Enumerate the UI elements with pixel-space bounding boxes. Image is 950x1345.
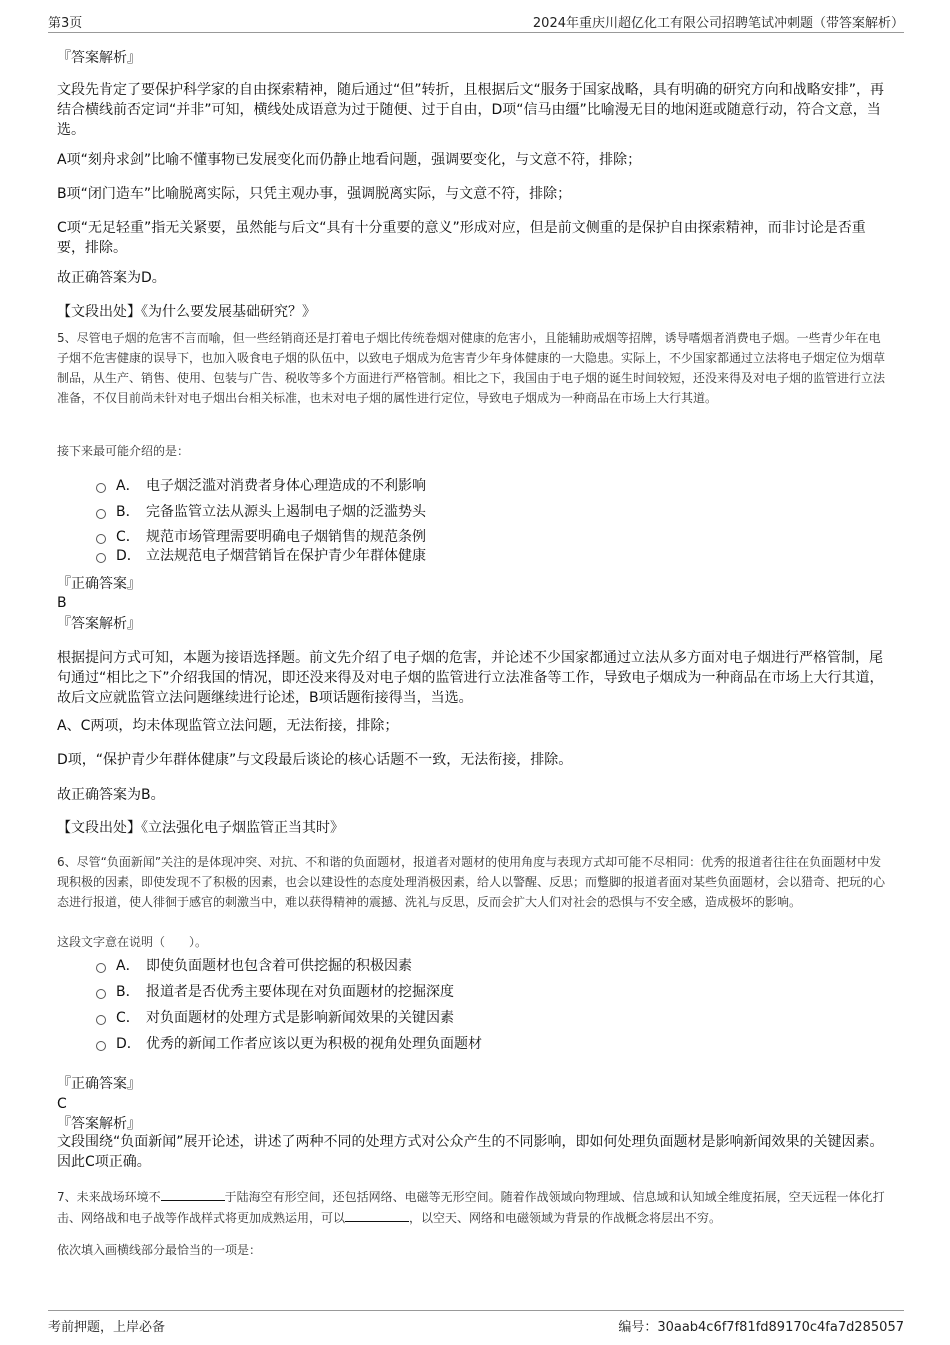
page-number: 第3页 (48, 16, 83, 31)
radio-icon[interactable] (96, 1015, 106, 1025)
q5-stem: 5、尽管电子烟的危害不言而喻，但一些经销商还是打着电子烟比传统卷烟对健康的危害小，且能辅助戒烟等招牌，诱导嗜烟者消费电子烟。一些青少年在电子烟不危害健康的误导下，也加入吸食电子烟的队伍中，以致电子烟成为危害青少年身体健康的一大隐患。实际上，不少国家都通过立法将电子烟定位为烟草制品，从生产、销售、使用、包装与广告、税收等多个方面进行严格管制。相比之下，我国由于电子烟的诞生时间较短，还没来得及对电子烟的监管进行立法准备，不仅目前尚未针对电子烟出台相关标准，也未对电子烟的属性进行定位，导致电子烟成为一种商品在市场上大行其道。 (57, 331, 886, 405)
q5-option-c[interactable]: C． 规范市场管理需要明确电子烟销售的规范条例 (96, 527, 426, 547)
radio-icon[interactable] (96, 483, 106, 493)
q6-analysis: 文段围绕“负面新闻”展开论述，讲述了两种不同的处理方式对公众产生的不同影响，即如何处理负面题材是影响新闻效果的关键因素。因此C项正确。 (57, 1134, 884, 1170)
q5-analysis-label: 『答案解析』 (57, 616, 141, 632)
fill-blank-2[interactable] (345, 1207, 409, 1222)
q6-option-d[interactable]: D． 优秀的新闻工作者应该以更为积极的视角处理负面题材 (96, 1034, 482, 1054)
radio-icon[interactable] (96, 534, 106, 544)
q4-analysis-a: A项“刻舟求剑”比喻不懂事物已发展变化而仍静止地看问题，强调要变化，与文意不符，排除； (57, 152, 642, 168)
q5-correct-label: 『正确答案』 (57, 576, 141, 592)
q4-source: 【文段出处】《为什么要发展基础研究？》 (57, 304, 316, 320)
q6-analysis-label: 『答案解析』 (57, 1116, 141, 1132)
q6-option-b[interactable]: B． 报道者是否优秀主要体现在对负面题材的挖掘深度 (96, 982, 454, 1002)
page-footer (48, 1310, 904, 1333)
q5-option-b[interactable]: B． 完备监管立法从源头上遏制电子烟的泛滥势头 (96, 502, 426, 522)
q5-correct-answer: B (57, 595, 67, 611)
q6-question: 这段文字意在说明（ ）。 (57, 935, 208, 949)
q7-question: 依次填入画横线部分最恰当的一项是： (57, 1243, 262, 1257)
q5-analysis-d: D项，“保护青少年群体健康”与文段最后谈论的核心话题不一致，无法衔接，排除。 (57, 752, 573, 768)
page-header (48, 10, 904, 33)
q4-final-answer: 故正确答案为D。 (57, 270, 166, 286)
radio-icon[interactable] (96, 963, 106, 973)
q6-option-a[interactable]: A． 即使负面题材也包含着可供挖掘的积极因素 (96, 956, 412, 976)
q6-correct-answer: C (57, 1096, 67, 1112)
footer-slogan: 考前押题，上岸必备 (48, 1320, 166, 1335)
fill-blank-1[interactable] (161, 1186, 225, 1201)
q6-correct-label: 『正确答案』 (57, 1076, 141, 1092)
radio-icon[interactable] (96, 989, 106, 999)
radio-icon[interactable] (96, 553, 106, 563)
q5-analysis-ac: A、C两项，均未体现监管立法问题，无法衔接，排除； (57, 718, 399, 734)
q6-option-c[interactable]: C． 对负面题材的处理方式是影响新闻效果的关键因素 (96, 1008, 454, 1028)
q5-final-answer: 故正确答案为B。 (57, 787, 165, 803)
q5-option-a[interactable]: A． 电子烟泛滥对消费者身体心理造成的不利影响 (96, 476, 426, 496)
q5-source: 【文段出处】《立法强化电子烟监管正当其时》 (57, 820, 344, 836)
q7-stem: 7、未来战场环境不 于陆海空有形空间，还包括网络、电磁等无形空间。随着作战领域向物理域、信息域和认知域全维度拓展，空天远程一体化打击、网络战和电子战等作战样式将更加成熟运用，可以 ，以空天、网络和电磁领域为背景的作战概念将层出不穷。 (57, 1186, 887, 1228)
q4-analysis-b: B项“闭门造车”比喻脱离实际，只凭主观办事，强调脱离实际，与文意不符，排除； (57, 186, 572, 202)
q5-analysis-main: 根据提问方式可知，本题为接语选择题。前文先介绍了电子烟的危害，并论述不少国家都通过立法从多方面对电子烟进行严格管制，尾句通过“相比之下”介绍我国的情况，即还没来得及对电子烟的监管进行立法准备等工作，导致电子烟成为一种商品在市场上大行其道，故后文应就监管立法问题继续进行论述，B项话题衔接得当，当选。 (57, 650, 884, 706)
q5-option-d[interactable]: D． 立法规范电子烟营销旨在保护青少年群体健康 (96, 546, 426, 566)
q4-analysis-c: C项“无足轻重”指无关紧要，虽然能与后文“具有十分重要的意义”形成对应，但是前文侧重的是保护自由探索精神，而非讨论是否重要，排除。 (57, 220, 866, 256)
q6-stem: 6、尽管“负面新闻”关注的是体现冲突、对抗、不和谐的负面题材，报道者对题材的使用角度与表现方式却可能不尽相同：优秀的报道者往往在负面题材中发现积极的因素，即使发现不了积极的因素，也会以建设性的态度处理消极因素，给人以警醒、反思；而蹩脚的报道者面对某些负面题材，会以猎奇、把玩的心态进行报道，使人徘徊于感官的刺激当中，难以获得精神的震撼、洗礼与反思，反而会扩大人们对社会的恐惧与不安全感，造成极坏的影响。 (57, 855, 886, 909)
radio-icon[interactable] (96, 1041, 106, 1051)
analysis-label: 『答案解析』 (57, 50, 141, 66)
q5-question: 接下来最可能介绍的是： (57, 444, 190, 458)
radio-icon[interactable] (96, 509, 106, 519)
document-id: 编号：30aab4c6f7f81fd89170c4fa7d285057 (618, 1320, 904, 1335)
document-title: 2024年重庆川超亿化工有限公司招聘笔试冲刺题（带答案解析） (532, 16, 904, 31)
q4-analysis-main: 文段先肯定了要保护科学家的自由探索精神，随后通过“但”转折，且根据后文“服务于国家战略，具有明确的研究方向和战略安排”，再结合横线前否定词“并非”可知，横线处成语意为过于随便、过于自由，D项“信马由缰”比喻漫无目的地闲逛或随意行动，符合文意，当选。 (57, 82, 885, 138)
